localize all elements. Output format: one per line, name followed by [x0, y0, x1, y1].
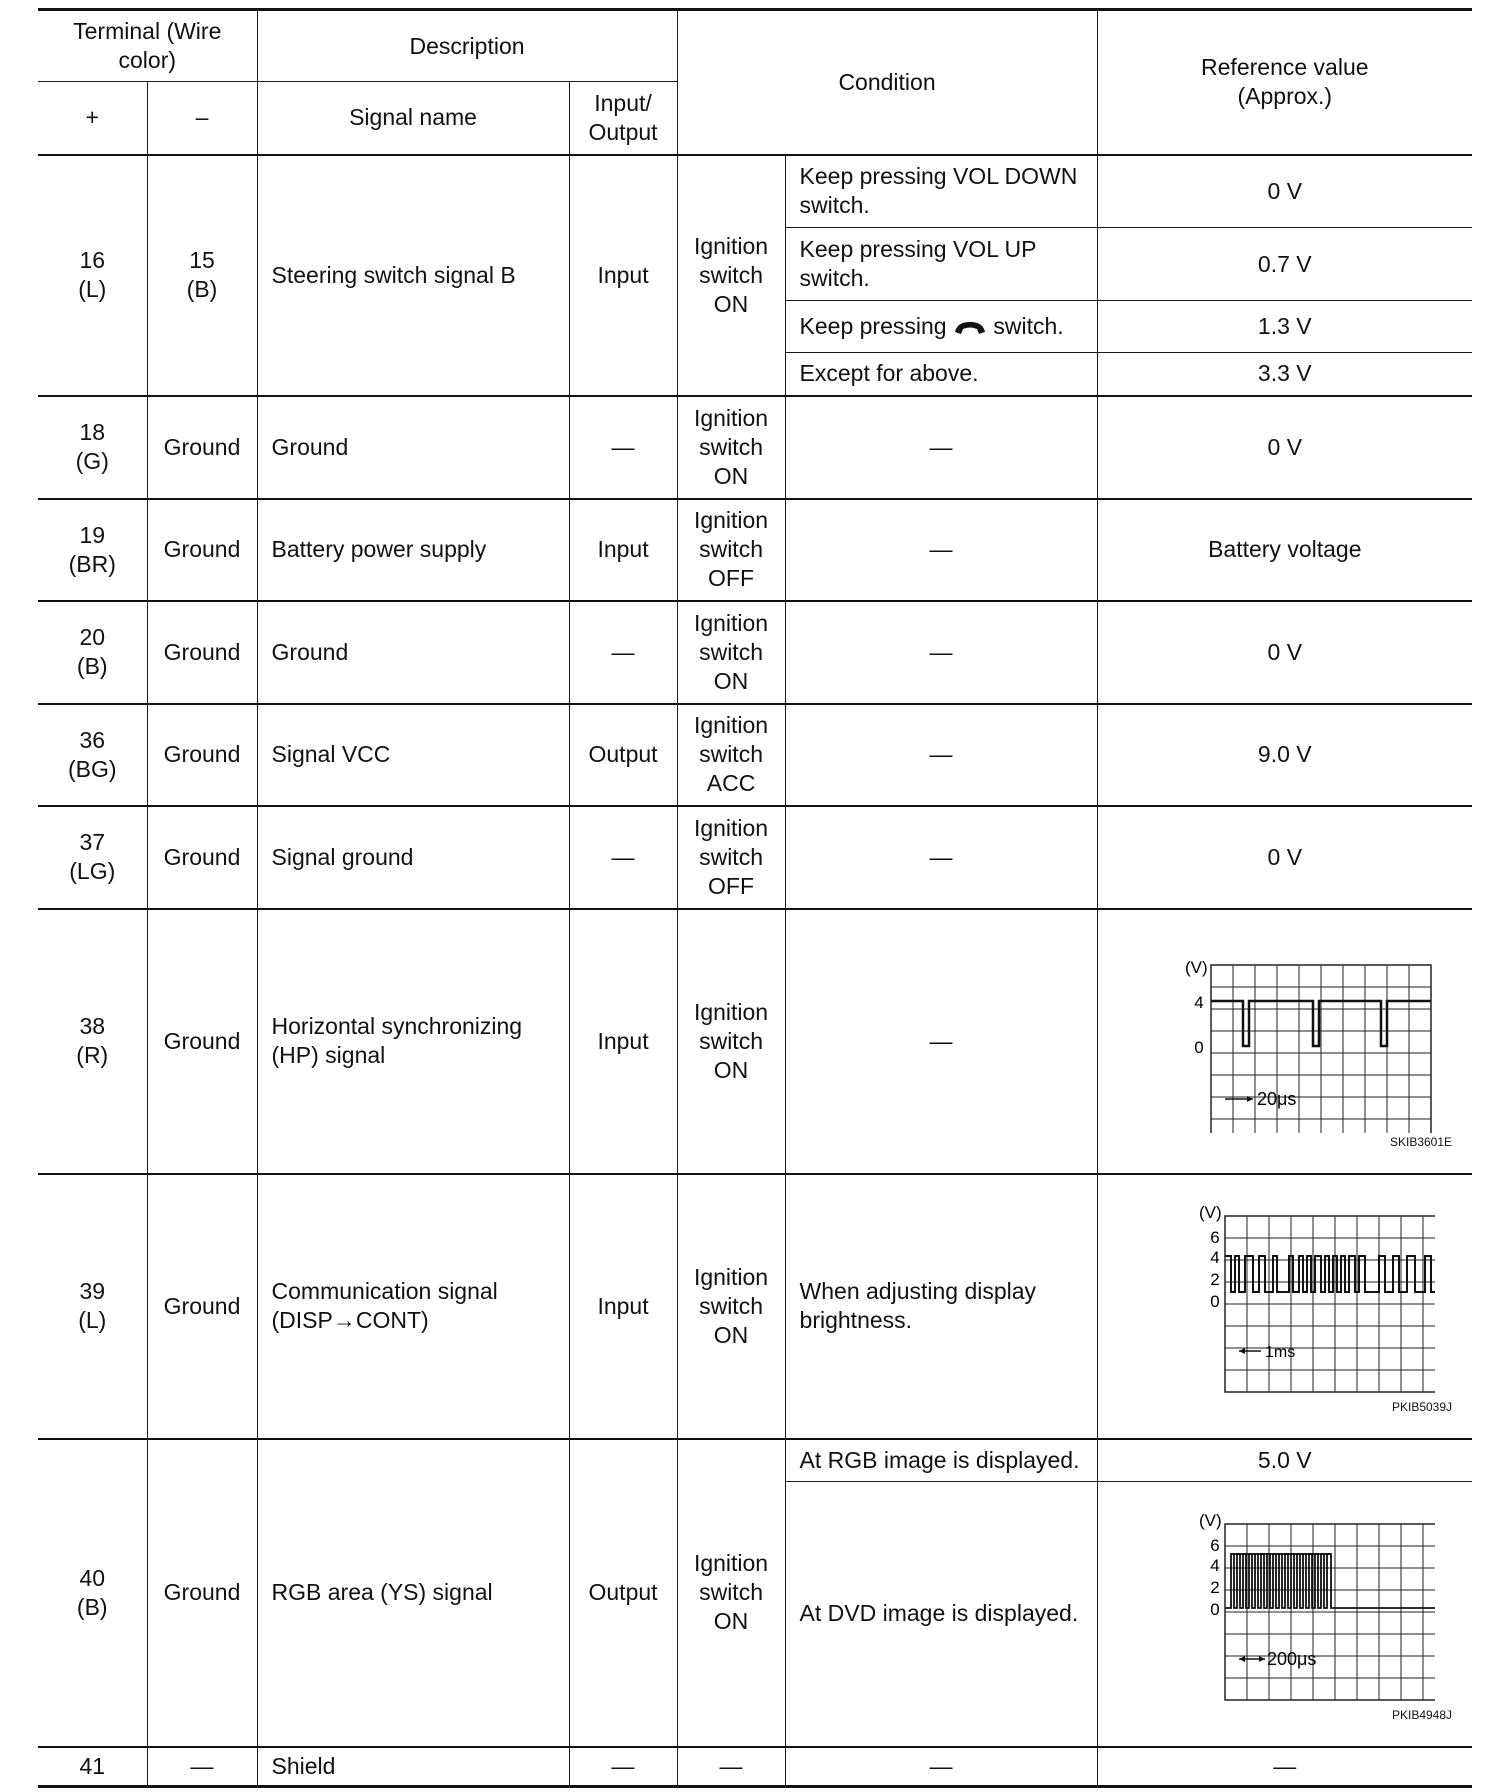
- wave-y-high: 4: [1194, 993, 1204, 1012]
- wave-y-4: 4: [1210, 1555, 1220, 1575]
- terminal-minus: Ground: [147, 806, 257, 909]
- wave-unit: (V): [1184, 958, 1208, 977]
- signal-name: RGB area (YS) signal: [257, 1439, 569, 1747]
- reference-value: 5.0 V: [1097, 1439, 1472, 1482]
- reference-value: 9.0 V: [1097, 704, 1472, 806]
- grid: [1211, 965, 1431, 1133]
- waveform-trace: [1225, 1256, 1435, 1292]
- reference-waveform: [1097, 1174, 1472, 1439]
- reference-value: 0.7 V: [1097, 228, 1472, 301]
- terminal-plus: 16 (L): [38, 155, 147, 396]
- figure-code: PKIB4948J: [1391, 1707, 1453, 1722]
- input-output: —: [569, 396, 677, 499]
- signal-name: Battery power supply: [257, 499, 569, 601]
- table-row: [38, 155, 1472, 228]
- signal-name: Ground: [257, 396, 569, 499]
- header-terminal: Terminal (Wire color): [38, 10, 257, 82]
- table-row: [38, 1439, 1472, 1482]
- terminal-plus: 38 (R): [38, 909, 147, 1174]
- ignition-state: Ignition switch ON: [677, 396, 785, 499]
- reference-value: 3.3 V: [1097, 353, 1472, 396]
- condition-text: —: [785, 704, 1097, 806]
- terminal-plus: 37 (LG): [38, 806, 147, 909]
- ignition-state: Ignition switch ON: [677, 1174, 785, 1439]
- ignition-state: Ignition switch ON: [677, 909, 785, 1174]
- table-row: [38, 499, 1472, 601]
- header-plus: +: [38, 82, 147, 155]
- table-row: [38, 601, 1472, 704]
- terminal-minus: Ground: [147, 704, 257, 806]
- wave-y-6: 6: [1210, 1228, 1220, 1247]
- ignition-state: —: [677, 1747, 785, 1787]
- hp-signal-waveform: [1135, 933, 1435, 1133]
- terminal-minus: Ground: [147, 396, 257, 499]
- reference-value: 0 V: [1097, 155, 1472, 228]
- reference-value: 0 V: [1097, 396, 1472, 499]
- signal-name: Shield: [257, 1747, 569, 1787]
- terminal-minus: Ground: [147, 601, 257, 704]
- input-output: Output: [569, 704, 677, 806]
- wave-y-6: 6: [1210, 1535, 1220, 1555]
- terminal-plus: 19 (BR): [38, 499, 147, 601]
- reference-waveform: [1097, 1482, 1472, 1747]
- ignition-state: Ignition switch OFF: [677, 499, 785, 601]
- figure-code: SKIB3601E: [1389, 1135, 1453, 1149]
- signal-name: Signal ground: [257, 806, 569, 909]
- table-row: [38, 909, 1472, 1174]
- condition-text: Except for above.: [785, 353, 1097, 396]
- rgb-area-waveform: [1135, 1506, 1435, 1706]
- input-output: —: [569, 601, 677, 704]
- terminal-minus: Ground: [147, 1439, 257, 1747]
- header-condition: Condition: [677, 10, 1097, 155]
- table-row: [38, 1174, 1472, 1439]
- input-output: Input: [569, 155, 677, 396]
- condition-text: —: [785, 499, 1097, 601]
- table-row: [38, 806, 1472, 909]
- ignition-state: Ignition switch ON: [677, 601, 785, 704]
- condition-prefix: Keep pressing: [799, 313, 947, 339]
- signal-name: Signal VCC: [257, 704, 569, 806]
- condition-text: When adjusting display brightness.: [785, 1174, 1097, 1439]
- terminal-minus: Ground: [147, 909, 257, 1174]
- wave-y-2: 2: [1210, 1577, 1220, 1597]
- terminal-plus: 20 (B): [38, 601, 147, 704]
- condition-text: —: [785, 1747, 1097, 1787]
- condition-text: —: [785, 806, 1097, 909]
- reference-value: 1.3 V: [1097, 301, 1472, 353]
- terminal-minus: 15 (B): [147, 155, 257, 396]
- condition-text: Keep pressing VOL UP switch.: [785, 228, 1097, 301]
- ignition-state: Ignition switch OFF: [677, 806, 785, 909]
- wave-unit: (V): [1198, 1510, 1222, 1530]
- input-output: Output: [569, 1439, 677, 1747]
- table-row: [38, 396, 1472, 499]
- condition-text: —: [785, 909, 1097, 1174]
- header-input-output: Input/ Output: [569, 82, 677, 155]
- figure-code: PKIB5039J: [1391, 1400, 1453, 1414]
- terminal-plus: 40 (B): [38, 1439, 147, 1747]
- hang-up-icon: [953, 320, 987, 336]
- wave-time-scale: 1ms: [1264, 1344, 1296, 1361]
- table-row: [38, 704, 1472, 806]
- waveform-trace: [1225, 1554, 1435, 1608]
- condition-suffix: switch.: [993, 313, 1064, 339]
- wave-y-0: 0: [1210, 1599, 1220, 1619]
- input-output: Input: [569, 1174, 677, 1439]
- wave-time-scale: 200μs: [1266, 1648, 1317, 1669]
- communication-signal-waveform: [1135, 1198, 1435, 1398]
- reference-value: —: [1097, 1747, 1472, 1787]
- reference-value: 0 V: [1097, 601, 1472, 704]
- terminal-plus: 18 (G): [38, 396, 147, 499]
- wave-time-scale: 20μs: [1256, 1089, 1297, 1109]
- terminal-plus: 41: [38, 1747, 147, 1787]
- condition-text: [785, 301, 1097, 353]
- signal-name: Communication signal (DISP→CONT): [257, 1174, 569, 1439]
- terminal-minus: —: [147, 1747, 257, 1787]
- wave-y-0: 0: [1210, 1292, 1220, 1311]
- terminal-plus: 36 (BG): [38, 704, 147, 806]
- terminal-minus: Ground: [147, 1174, 257, 1439]
- ignition-state: Ignition switch ON: [677, 1439, 785, 1747]
- input-output: Input: [569, 909, 677, 1174]
- table-row: [38, 1747, 1472, 1787]
- terminal-minus: Ground: [147, 499, 257, 601]
- ignition-state: Ignition switch ON: [677, 155, 785, 396]
- condition-text: At DVD image is displayed.: [785, 1482, 1097, 1747]
- signal-name: Horizontal synchronizing (HP) signal: [257, 909, 569, 1174]
- wave-y-4: 4: [1210, 1248, 1220, 1267]
- input-output: —: [569, 806, 677, 909]
- header-minus: –: [147, 82, 257, 155]
- signal-name: Ground: [257, 601, 569, 704]
- header-reference: Reference value (Approx.): [1097, 10, 1472, 155]
- header-description: Description: [257, 10, 677, 82]
- ignition-state: Ignition switch ACC: [677, 704, 785, 806]
- condition-text: —: [785, 601, 1097, 704]
- wave-y-low: 0: [1194, 1038, 1204, 1057]
- terminal-plus: 39 (L): [38, 1174, 147, 1439]
- condition-text: —: [785, 396, 1097, 499]
- terminal-spec-table: [38, 8, 1472, 1788]
- input-output: —: [569, 1747, 677, 1787]
- reference-waveform: [1097, 909, 1472, 1174]
- reference-value: 0 V: [1097, 806, 1472, 909]
- input-output: Input: [569, 499, 677, 601]
- condition-text: Keep pressing VOL DOWN switch.: [785, 155, 1097, 228]
- signal-name: Steering switch signal B: [257, 155, 569, 396]
- header-signal-name: Signal name: [257, 82, 569, 155]
- wave-unit: (V): [1198, 1203, 1222, 1222]
- condition-text: At RGB image is displayed.: [785, 1439, 1097, 1482]
- header-row-1: [38, 10, 1472, 82]
- wave-y-2: 2: [1210, 1270, 1220, 1289]
- reference-value: Battery voltage: [1097, 499, 1472, 601]
